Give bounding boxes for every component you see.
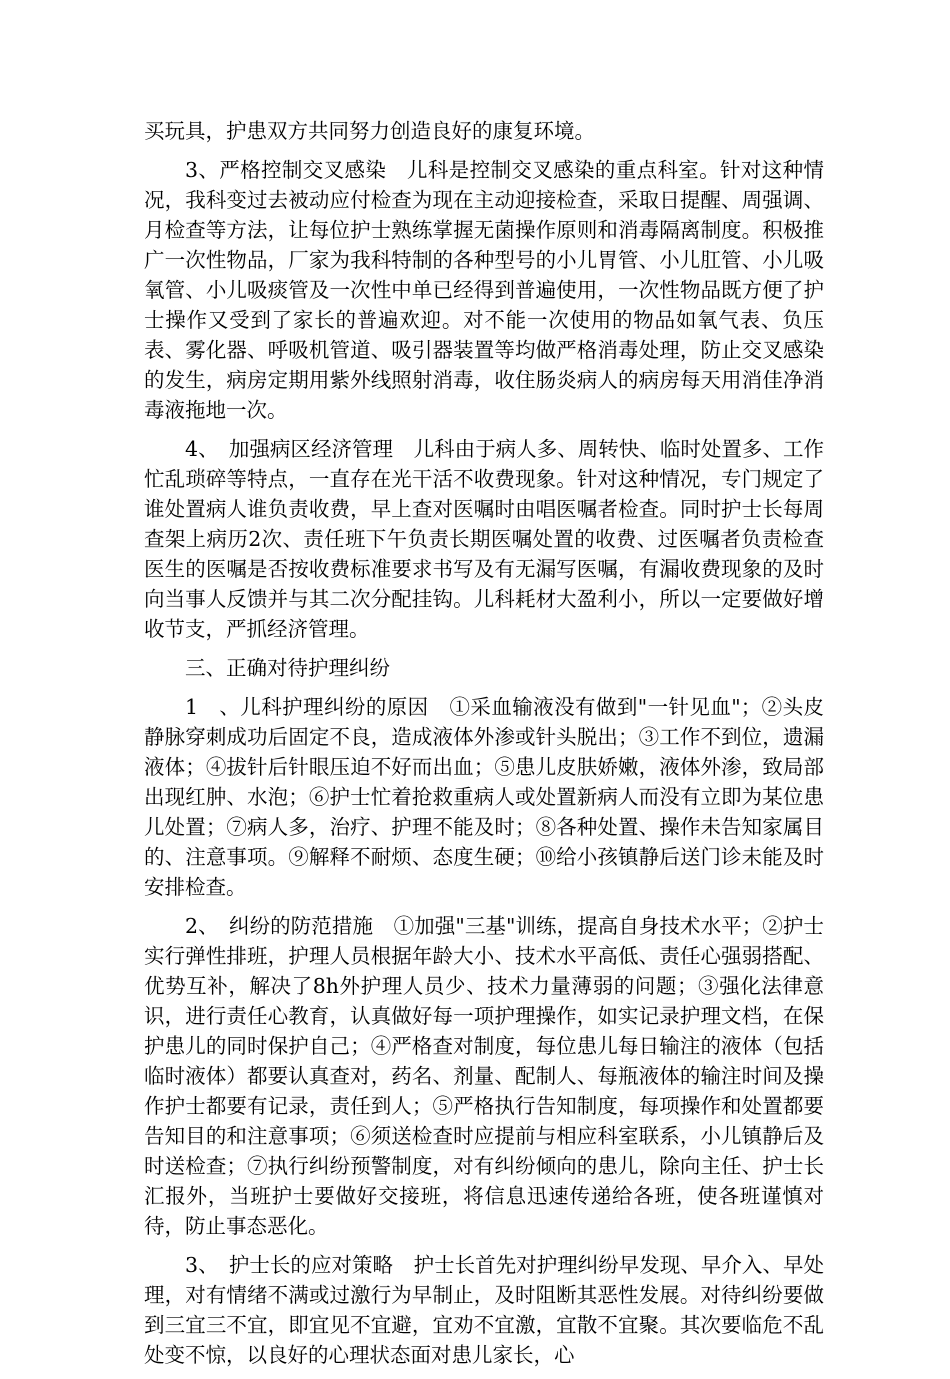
paragraph-prevention-measures: 2、 纠纷的防范措施 ①加强"三基"训练，提高自身技术水平；②护士实行弹性排班，护理人员根据年龄大小、技术水平高低、责任心强弱搭配、优势互补，解决了8h外护理人员少、技术力量薄弱的问题；③强化法律意识，进行责任心教育，认真做好每一项护理操作，如实记录护理文档，在保护患儿的同时保护自己；④严格查对制度，每位患儿每日输注的液体（包括临时液体）都要认真查对，药名、剂量、配制人、每瓶液体的输注时间及操作护士都要有记录，责任到人；⑤严格执行告知制度，每项操作和处置都要告知目的和注意事项；⑥须送检查时应提前与相应科室联系，小儿镇静后及时送检查；⑦执行纠纷预警制度，对有纠纷倾向的患儿，除向主任、护士长汇报外，当班护士要做好交接班，将信息迅速传递给各班，使各班谨慎对待，防止事态恶化。 <box>144 914 824 1238</box>
paragraph-dispute-causes: 1 、儿科护理纠纷的原因 ①采血输液没有做到"一针见血"；②头皮静脉穿刺成功后固定不良，造成液体外渗或针头脱出；③工作不到位，遗漏液体；④拔针后针眼压迫不好而出血；⑤患儿皮肤娇嫩，液体外渗，致局部出现红肿、水泡；⑥护士忙着抢救重病人或处置新病人而没有立即为某位患儿处置；⑦病人多，治疗、护理不能及时；⑧各种处置、操作未告知家属目的、注意事项。⑨解释不耐烦、态度生硬；⑩给小孩镇静后送门诊未能及时安排检查。 <box>144 695 824 899</box>
paragraph-cross-infection: 3、严格控制交叉感染 儿科是控制交叉感染的重点科室。针对这种情况，我科变过去被动应付检查为现在主动迎接检查，采取日提醒、周强调、月检查等方法，让每位护士熟练掌握无菌操作原则和消毒隔离制度。积极推广一次性物品，厂家为我科特制的各种型号的小儿胃管、小儿肛管、小儿吸氧管、小儿吸痰管及一次性中单已经得到普遍使用，一次性物品既方便了护士操作又受到了家长的普遍欢迎。对不能一次使用的物品如氧气表、负压表、雾化器、呼吸机管道、吸引器装置等均做严格消毒处理，防止交叉感染的发生，病房定期用紫外线照射消毒，收住肠炎病人的病房每天用消佳净消毒液拖地一次。 <box>144 158 824 422</box>
document-page <box>144 116 824 1379</box>
paragraph-continuation: 买玩具，护患双方共同努力创造良好的康复环境。 <box>144 119 595 143</box>
section-heading-nursing-disputes: 三、正确对待护理纠纷 <box>185 656 390 680</box>
paragraph-head-nurse-strategy: 3、 护士长的应对策略 护士长首先对护理纠纷早发现、早介入、早处理，对有情绪不满或过激行为早制止，及时阻断其恶性发展。对待纠纷要做到三宜三不宜，即宜见不宜避，宜劝不宜激，宜散不宜聚。其次要临危不乱处变不惊，以良好的心理状态面对患儿家长，心 <box>144 1253 824 1367</box>
paragraph-economic-management: 4、 加强病区经济管理 儿科由于病人多、周转快、临时处置多、工作忙乱琐碎等特点，一直存在光干活不收费现象。针对这种情况，专门规定了谁处置病人谁负责收费，早上查对医嘱时由唱医嘱者检查。同时护士长每周查架上病历2次、责任班下午负责长期医嘱处置的收费、过医嘱者负责检查医生的医嘱是否按收费标准要求书写及有无漏写医嘱，有漏收费现象的及时向当事人反馈并与其二次分配挂钩。儿科耗材大盈利小，所以一定要做好增收节支，严抓经济管理。 <box>144 437 824 641</box>
